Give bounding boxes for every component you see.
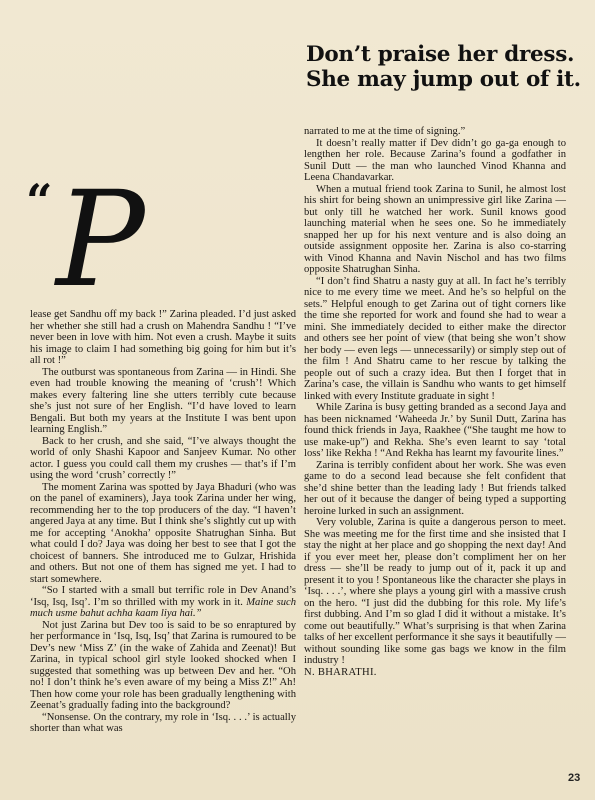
paragraph-text: “So I started with a small but terrific role in Dev Anand’s ‘Isq, Isq, Isq’. I’m so thrilled with my work in it. <box>30 585 296 608</box>
paragraph-with-italic <box>30 585 296 620</box>
paragraph: Very voluble, Zarina is quite a dangerous person to meet. She was meeting me for the first time and she insisted that I stay the night at her place and go shopping the next day! And if you ever meet her, please don’t compliment her on her dress — she’ll be ready to jump out of it, pack it up and present it to you ! Spontaneous like the character she plays in ‘Isq. . . .’, where she plays a young girl with a massive crush on the hero. “I just did the dubbing for this role. My life’s first dubbing. And I’m so glad I did it without a mistake. It’s come out beautifully.” What’s surprising is that when Zarina talks of her excellent performance it she says it beautifully — without sounding like some gas bags we know in the film industry ! <box>304 517 566 666</box>
dropcap-block <box>26 163 146 317</box>
paragraph: When a mutual friend took Zarina to Sunil, he almost lost his shirt for being shown an unimpressive girl like Zarina — but only till he watched her work. Sunil knows good launching material when he sees one. So he immediately snapped her up for his next venture and is also doing an outside assignment opposite her. Zarina is also co-starring with Vinod Khanna and Navin Nischol and has two films opposite Shatrughan Sinha. <box>304 183 566 275</box>
page-number: 23 <box>568 772 581 784</box>
italic-quote: Maine such much usme bahut achha kaam liya hai.” <box>30 596 296 619</box>
byline: N. BHARATHI. <box>304 666 377 678</box>
open-quote-mark: “ <box>26 174 53 228</box>
paragraph: Back to her crush, and she said, “I’ve always thought the world of only Shashi Kapoor and Sanjeev Kumar. No other actor. I guess you could call them my crushes — that’s if I’m using the word ‘crush’ correctly !” <box>30 435 296 481</box>
paragraph: narrated to me at the time of signing.” <box>304 126 466 137</box>
paragraph: Zarina is terribly confident about her work. She was even game to do a second lead because she felt confident that she’d shine better than the leading lady ! But friends talked her out of it because the danger of being typed a supporting heroine lurked in such an assignment. <box>304 459 566 517</box>
headline: Don’t praise her dress. She may jump out of it. <box>306 42 581 92</box>
paragraph: The outburst was spontaneous from Zarina — in Hindi. She even had trouble knowing the meaning of ‘crush’! Which makes every faltering line she utters terribly cute because she’s just not sure of her English. “I’d have loved to learn Bengali. But both my years at the Institute I was bent upon learning English.” <box>30 366 296 435</box>
paragraph: “Nonsense. On the contrary, my role in ‘Isq. . . .’ is actually shorter than what was <box>30 711 296 734</box>
paragraph: “I don’t find Shatru a nasty guy at all. In fact he’s terribly nice to me every time we meet. And he’s so helpful on the sets.” Helpful enough to get Zarina out of tight corners like the time she reported for work and found she had to wear a mini. She immediately decided to either make the director and others see her point of view (that being she won’t show her body — even legs — unnecessarily) or simply step out of the film ! And Shatru came to her rescue by talking the people out of such a crazy idea. But then I forget that in Zarina’s case, the villain is Sandhu who wants to get himself linked with every Institute graduate in sight ! <box>304 275 566 402</box>
paragraph: lease get Sandhu off my back !” Zarina pleaded. I’d just asked her whether she still had a crush on Mahendra Sandhu ! “I’ve never been in love with him. Not even a crush. Maybe it suits his image to claim I had something big going for him but it’s all rot !” <box>30 309 296 366</box>
dropcap-letter: P <box>56 163 145 317</box>
paragraph: Not just Zarina but Dev too is said to be so enraptured by her performance in ‘Isq, Isq, Isq’ that Zarina is rumoured to be Dev’s new ‘Miss Z’ (in the wake of Zahida and Zeenat)! But Zarina, in typical school girl style looked shocked when I suggested that something was up between Dev and her. “Oh no! I don’t think he’s even aware of my being a Miss Z!” Ah! Then how come your role has been gradually lengthening with Zeenat’s gradually fading into the background? <box>30 619 296 711</box>
paragraph: While Zarina is busy getting branded as a second Jaya and has been nicknamed ‘Waheeda Jr.’ by Sunil Dutt, Zarina has found thick friends in Jaya, Raakhee (“She taught me how to use make-up”) and Rekha. She’s even learnt to say ‘total loss’ like Rekha ! “And Rekha has learnt my favourite lines.” <box>304 402 566 459</box>
paragraph: It doesn’t really matter if Dev didn’t go ga-ga enough to lengthen her role. Because Zarina’s found a godfather in Sunil Dutt — the man who launched Vinod Khanna and Leena Chandavarkar. <box>304 137 566 183</box>
left-column <box>30 309 296 735</box>
paragraph: The moment Zarina was spotted by Jaya Bhaduri (who was on the panel of examiners), Jaya took Zarina under her wing, recommending her to the top producers of the day. “I haven’t angered Jaya at any time. But I think she’s slightly cut up with me for accepting ‘Anokha’ opposite Shatrughan Sinha. But what could I do? Jaya was doing her best to see that I got the choicest of banners. She introduced me to Gulzar, Hrishida and others. But not one of them has signed me yet. I had to start somewhere. <box>30 481 296 585</box>
right-column <box>304 126 566 678</box>
